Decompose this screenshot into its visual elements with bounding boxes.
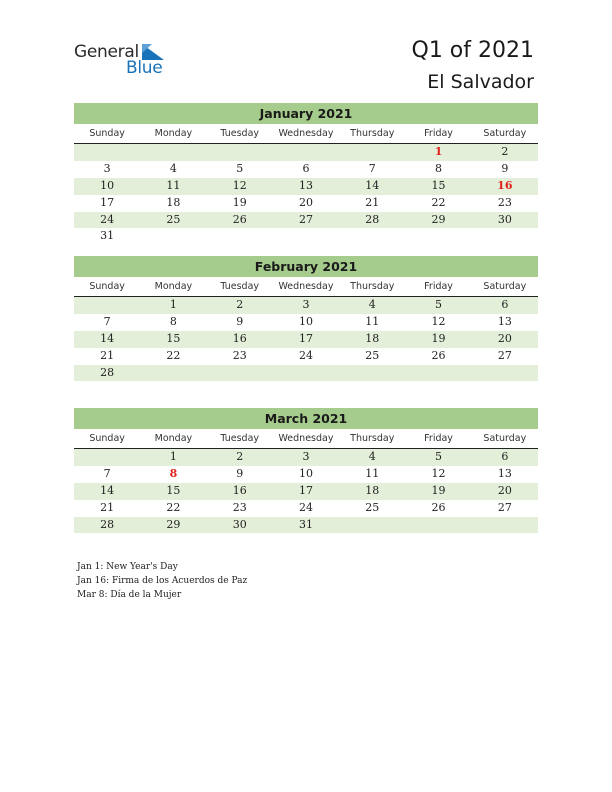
day-cell: 13	[298, 178, 313, 192]
day-cell: 16	[232, 331, 247, 345]
weekday-label: Wednesday	[278, 128, 334, 139]
day-cell: 18	[365, 483, 380, 497]
week-row	[74, 314, 538, 331]
week-row	[74, 348, 538, 365]
day-cell: 6	[302, 161, 310, 175]
holiday-note: Jan 16: Firma de los Acuerdos de Paz	[77, 576, 248, 586]
logo-text-general: General	[74, 42, 139, 62]
day-cell	[405, 228, 471, 245]
day-cell: 28	[365, 212, 380, 226]
weekday-label: Tuesday	[220, 433, 260, 444]
day-cell: 30	[497, 212, 512, 226]
day-cell: 9	[236, 314, 244, 328]
day-cell: 6	[501, 298, 509, 311]
day-cell	[273, 144, 339, 161]
day-cell: 6	[501, 450, 509, 463]
day-cell: 5	[435, 450, 443, 463]
day-cell	[273, 228, 339, 245]
day-cell: 20	[497, 331, 512, 345]
day-cell	[74, 144, 140, 161]
day-cell: 26	[431, 500, 446, 514]
day-cell	[74, 449, 140, 466]
day-cell: 21	[100, 348, 115, 362]
holiday-day-cell: 16	[497, 178, 513, 192]
day-cell: 24	[100, 212, 115, 226]
day-cell: 10	[100, 178, 115, 192]
day-cell: 28	[100, 517, 115, 531]
weekday-label: Friday	[424, 281, 453, 292]
day-cell	[207, 365, 273, 382]
weekday-label: Friday	[424, 433, 453, 444]
weekday-label: Tuesday	[220, 128, 260, 139]
day-cell: 20	[298, 195, 313, 209]
day-cell	[207, 144, 273, 161]
day-cell: 3	[302, 450, 310, 463]
weekday-label: Saturday	[483, 281, 527, 292]
day-cell: 22	[166, 348, 181, 362]
day-cell: 12	[431, 314, 446, 328]
page-subtitle: El Salvador	[427, 71, 534, 93]
day-cell: 14	[365, 178, 380, 192]
day-cell: 27	[497, 348, 512, 362]
weekday-label: Wednesday	[278, 433, 334, 444]
day-cell: 19	[431, 483, 446, 497]
week-row	[74, 144, 538, 161]
weekday-label: Wednesday	[278, 281, 334, 292]
day-cell: 27	[298, 212, 313, 226]
day-cell: 28	[100, 365, 115, 379]
weekday-label: Saturday	[483, 128, 527, 139]
day-cell	[74, 297, 140, 314]
day-cell: 18	[365, 331, 380, 345]
day-cell: 3	[302, 298, 310, 311]
day-cell: 14	[100, 483, 115, 497]
day-cell: 10	[298, 314, 313, 328]
month-title: January 2021	[74, 103, 538, 124]
day-cell: 10	[298, 466, 313, 480]
day-cell: 21	[365, 195, 380, 209]
week-row	[74, 161, 538, 178]
weekday-header-row	[74, 277, 538, 297]
day-cell: 25	[365, 348, 380, 362]
weekday-header-row	[74, 124, 538, 144]
day-cell: 23	[232, 500, 247, 514]
day-cell: 7	[368, 161, 376, 175]
day-cell	[339, 517, 405, 534]
day-cell: 21	[100, 500, 115, 514]
week-row	[74, 449, 538, 466]
day-cell: 22	[166, 500, 181, 514]
weekday-label: Sunday	[89, 281, 125, 292]
day-cell	[207, 228, 273, 245]
weekday-label: Thursday	[350, 281, 395, 292]
day-cell: 13	[497, 466, 512, 480]
day-cell: 8	[435, 161, 443, 175]
weekday-label: Saturday	[483, 433, 527, 444]
week-row	[74, 297, 538, 314]
weekday-label: Tuesday	[220, 281, 260, 292]
weekday-label: Sunday	[89, 128, 125, 139]
day-cell: 11	[166, 178, 181, 192]
logo-text-blue: Blue	[126, 58, 163, 78]
month-calendar-february	[74, 256, 538, 381]
week-row	[74, 178, 538, 195]
weekday-label: Thursday	[350, 128, 395, 139]
brand-logo	[74, 42, 184, 78]
weekday-label: Monday	[154, 281, 193, 292]
day-cell: 31	[298, 517, 313, 531]
day-cell	[339, 144, 405, 161]
day-cell: 14	[100, 331, 115, 345]
day-cell: 16	[232, 483, 247, 497]
day-cell: 2	[236, 298, 244, 311]
day-cell: 5	[236, 161, 244, 175]
day-cell: 31	[100, 229, 115, 243]
day-cell: 2	[236, 450, 244, 463]
week-row	[74, 212, 538, 229]
day-cell: 26	[232, 212, 247, 226]
day-cell: 19	[232, 195, 247, 209]
day-cell	[140, 228, 206, 245]
day-cell: 5	[435, 298, 443, 311]
day-cell: 24	[298, 348, 313, 362]
holiday-day-cell: 8	[169, 466, 178, 480]
day-cell: 12	[431, 466, 446, 480]
day-cell: 7	[103, 314, 111, 328]
day-cell: 27	[497, 500, 512, 514]
week-row	[74, 228, 538, 245]
month-title: March 2021	[74, 408, 538, 429]
day-cell	[339, 365, 405, 382]
weekday-label: Sunday	[89, 433, 125, 444]
day-cell: 11	[365, 314, 380, 328]
day-cell	[405, 365, 471, 382]
day-cell	[472, 228, 538, 245]
day-cell: 4	[169, 161, 177, 175]
day-cell	[472, 517, 538, 534]
day-cell	[472, 365, 538, 382]
day-cell	[339, 228, 405, 245]
week-row	[74, 195, 538, 212]
week-row	[74, 517, 538, 534]
day-cell	[273, 365, 339, 382]
month-title: February 2021	[74, 256, 538, 277]
day-cell: 11	[365, 466, 380, 480]
day-cell: 9	[501, 161, 509, 175]
day-cell: 17	[100, 195, 115, 209]
day-cell: 29	[431, 212, 446, 226]
holiday-notes	[77, 560, 247, 602]
day-cell: 15	[166, 331, 181, 345]
holiday-day-cell: 1	[434, 145, 443, 158]
holiday-note: Jan 1: New Year's Day	[77, 562, 178, 572]
day-cell: 15	[431, 178, 446, 192]
day-cell: 20	[497, 483, 512, 497]
day-cell: 17	[298, 331, 313, 345]
day-cell: 25	[166, 212, 181, 226]
day-cell: 22	[431, 195, 446, 209]
week-row	[74, 331, 538, 348]
week-row	[74, 483, 538, 500]
weekday-label: Thursday	[350, 433, 395, 444]
day-cell	[140, 144, 206, 161]
day-cell: 2	[501, 145, 509, 158]
day-cell: 24	[298, 500, 313, 514]
weekday-label: Friday	[424, 128, 453, 139]
day-cell: 1	[169, 450, 177, 463]
day-cell: 13	[497, 314, 512, 328]
day-cell: 4	[368, 298, 376, 311]
day-cell: 26	[431, 348, 446, 362]
page-title: Q1 of 2021	[411, 38, 534, 63]
month-calendar-march	[74, 408, 538, 533]
day-cell: 23	[232, 348, 247, 362]
week-row	[74, 365, 538, 382]
week-row	[74, 500, 538, 517]
weekday-header-row	[74, 429, 538, 449]
holiday-note: Mar 8: Día de la Mujer	[77, 590, 182, 600]
day-cell: 1	[169, 298, 177, 311]
day-cell: 17	[298, 483, 313, 497]
week-row	[74, 466, 538, 483]
day-cell: 23	[497, 195, 512, 209]
day-cell: 29	[166, 517, 181, 531]
month-calendar-january	[74, 103, 538, 245]
day-cell: 4	[368, 450, 376, 463]
day-cell: 12	[232, 178, 247, 192]
weekday-label: Monday	[154, 433, 193, 444]
day-cell	[405, 517, 471, 534]
day-cell: 8	[169, 314, 177, 328]
day-cell: 30	[232, 517, 247, 531]
day-cell: 7	[103, 466, 111, 480]
day-cell: 18	[166, 195, 181, 209]
day-cell: 25	[365, 500, 380, 514]
day-cell: 9	[236, 466, 244, 480]
weekday-label: Monday	[154, 128, 193, 139]
day-cell: 15	[166, 483, 181, 497]
day-cell: 3	[103, 161, 111, 175]
day-cell: 19	[431, 331, 446, 345]
day-cell	[140, 365, 206, 382]
